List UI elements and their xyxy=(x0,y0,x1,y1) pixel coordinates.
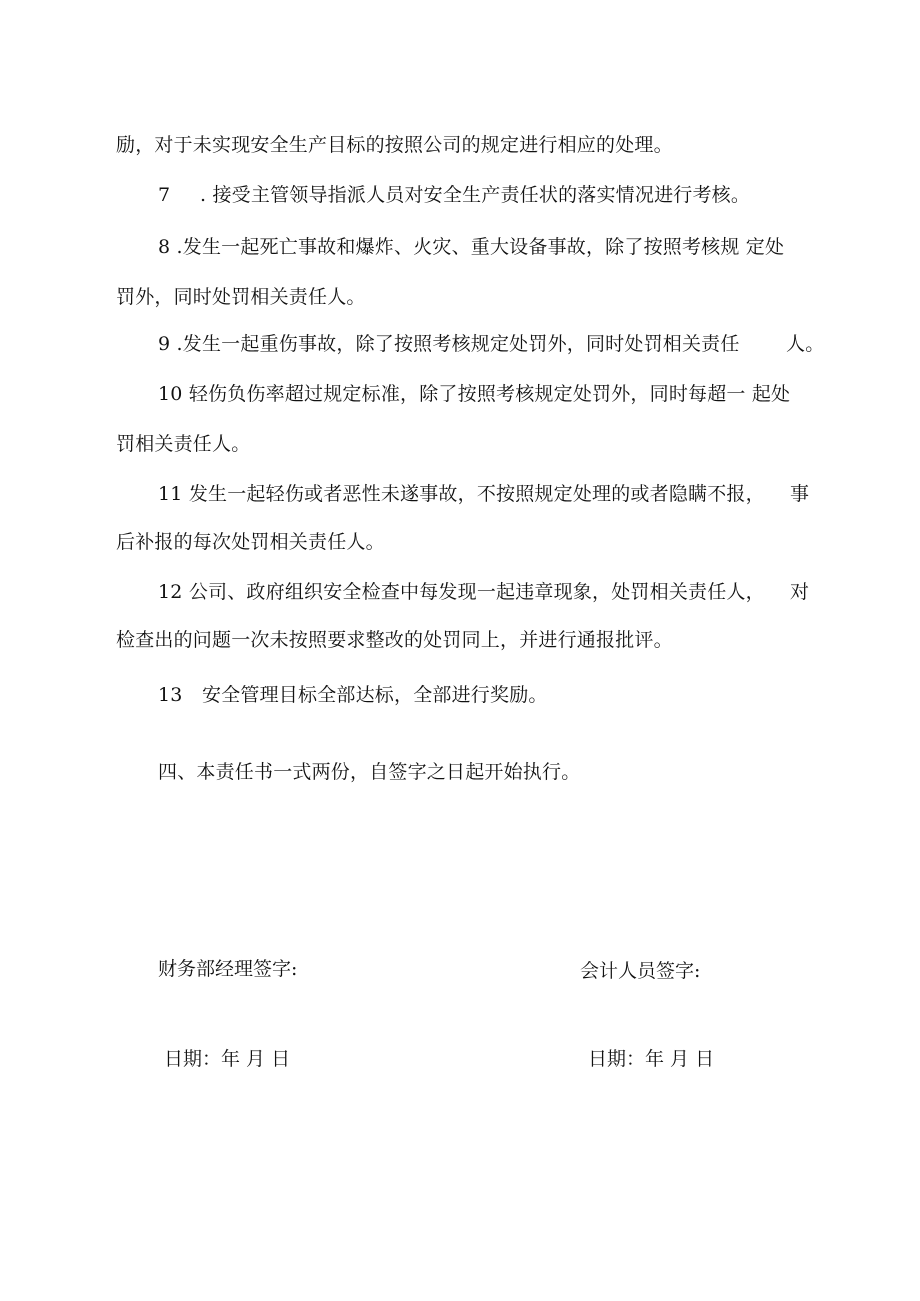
finance-manager-date-label: 日期：年 月 日 xyxy=(164,1048,291,1070)
item-7-text: . 接受主管领导指派人员对安全生产责任状的落实情况进行考核。 xyxy=(200,184,751,206)
item-9-line-1-end: 人。 xyxy=(786,333,825,355)
item-11-line-1-end: 事 xyxy=(790,483,810,505)
item-11-line-1: 11 发生一起轻伤或者恶性未遂事故，不按照规定处理的或者隐瞒不报， xyxy=(158,483,765,505)
finance-manager-signature-label: 财务部经理签字: xyxy=(158,958,298,980)
item-8-line-1: 8 .发生一起死亡事故和爆炸、火灾、重大设备事故，除了按照考核规 定处 xyxy=(158,236,785,258)
item-12-line-2: 检查出的问题一次未按照要求整改的处罚同上，并进行通报批评。 xyxy=(116,629,673,651)
item-12-line-1: 12 公司、政府组织安全检查中每发现一起违章现象，处罚相关责任人， xyxy=(158,581,765,603)
item-8-line-2: 罚外，同时处罚相关责任人。 xyxy=(116,286,366,308)
item-9-line-1: 9 .发生一起重伤事故，除了按照考核规定处罚外，同时处罚相关责任 xyxy=(158,333,740,355)
accountant-signature-label: 会计人员签字: xyxy=(580,960,701,982)
item-7-number: 7 xyxy=(158,184,171,206)
item-12-line-1-end: 对 xyxy=(790,581,810,603)
accountant-date-label: 日期：年 月 日 xyxy=(588,1048,715,1070)
item-11-line-2: 后补报的每次处罚相关责任人。 xyxy=(116,531,385,553)
item-10-line-2: 罚相关责任人。 xyxy=(116,433,251,455)
item-13-text: 安全管理目标全部达标，全部进行奖励。 xyxy=(202,684,548,706)
paragraph-line-continuation: 励，对于未实现安全生产目标的按照公司的规定进行相应的处理。 xyxy=(116,134,673,156)
item-13-number: 13 xyxy=(158,684,183,706)
item-10-line-1: 10 轻伤负伤率超过规定标准，除了按照考核规定处罚外，同时每超一 起处 xyxy=(158,383,791,405)
section-four-text: 四、本责任书一式两份，自签字之日起开始执行。 xyxy=(158,761,581,783)
